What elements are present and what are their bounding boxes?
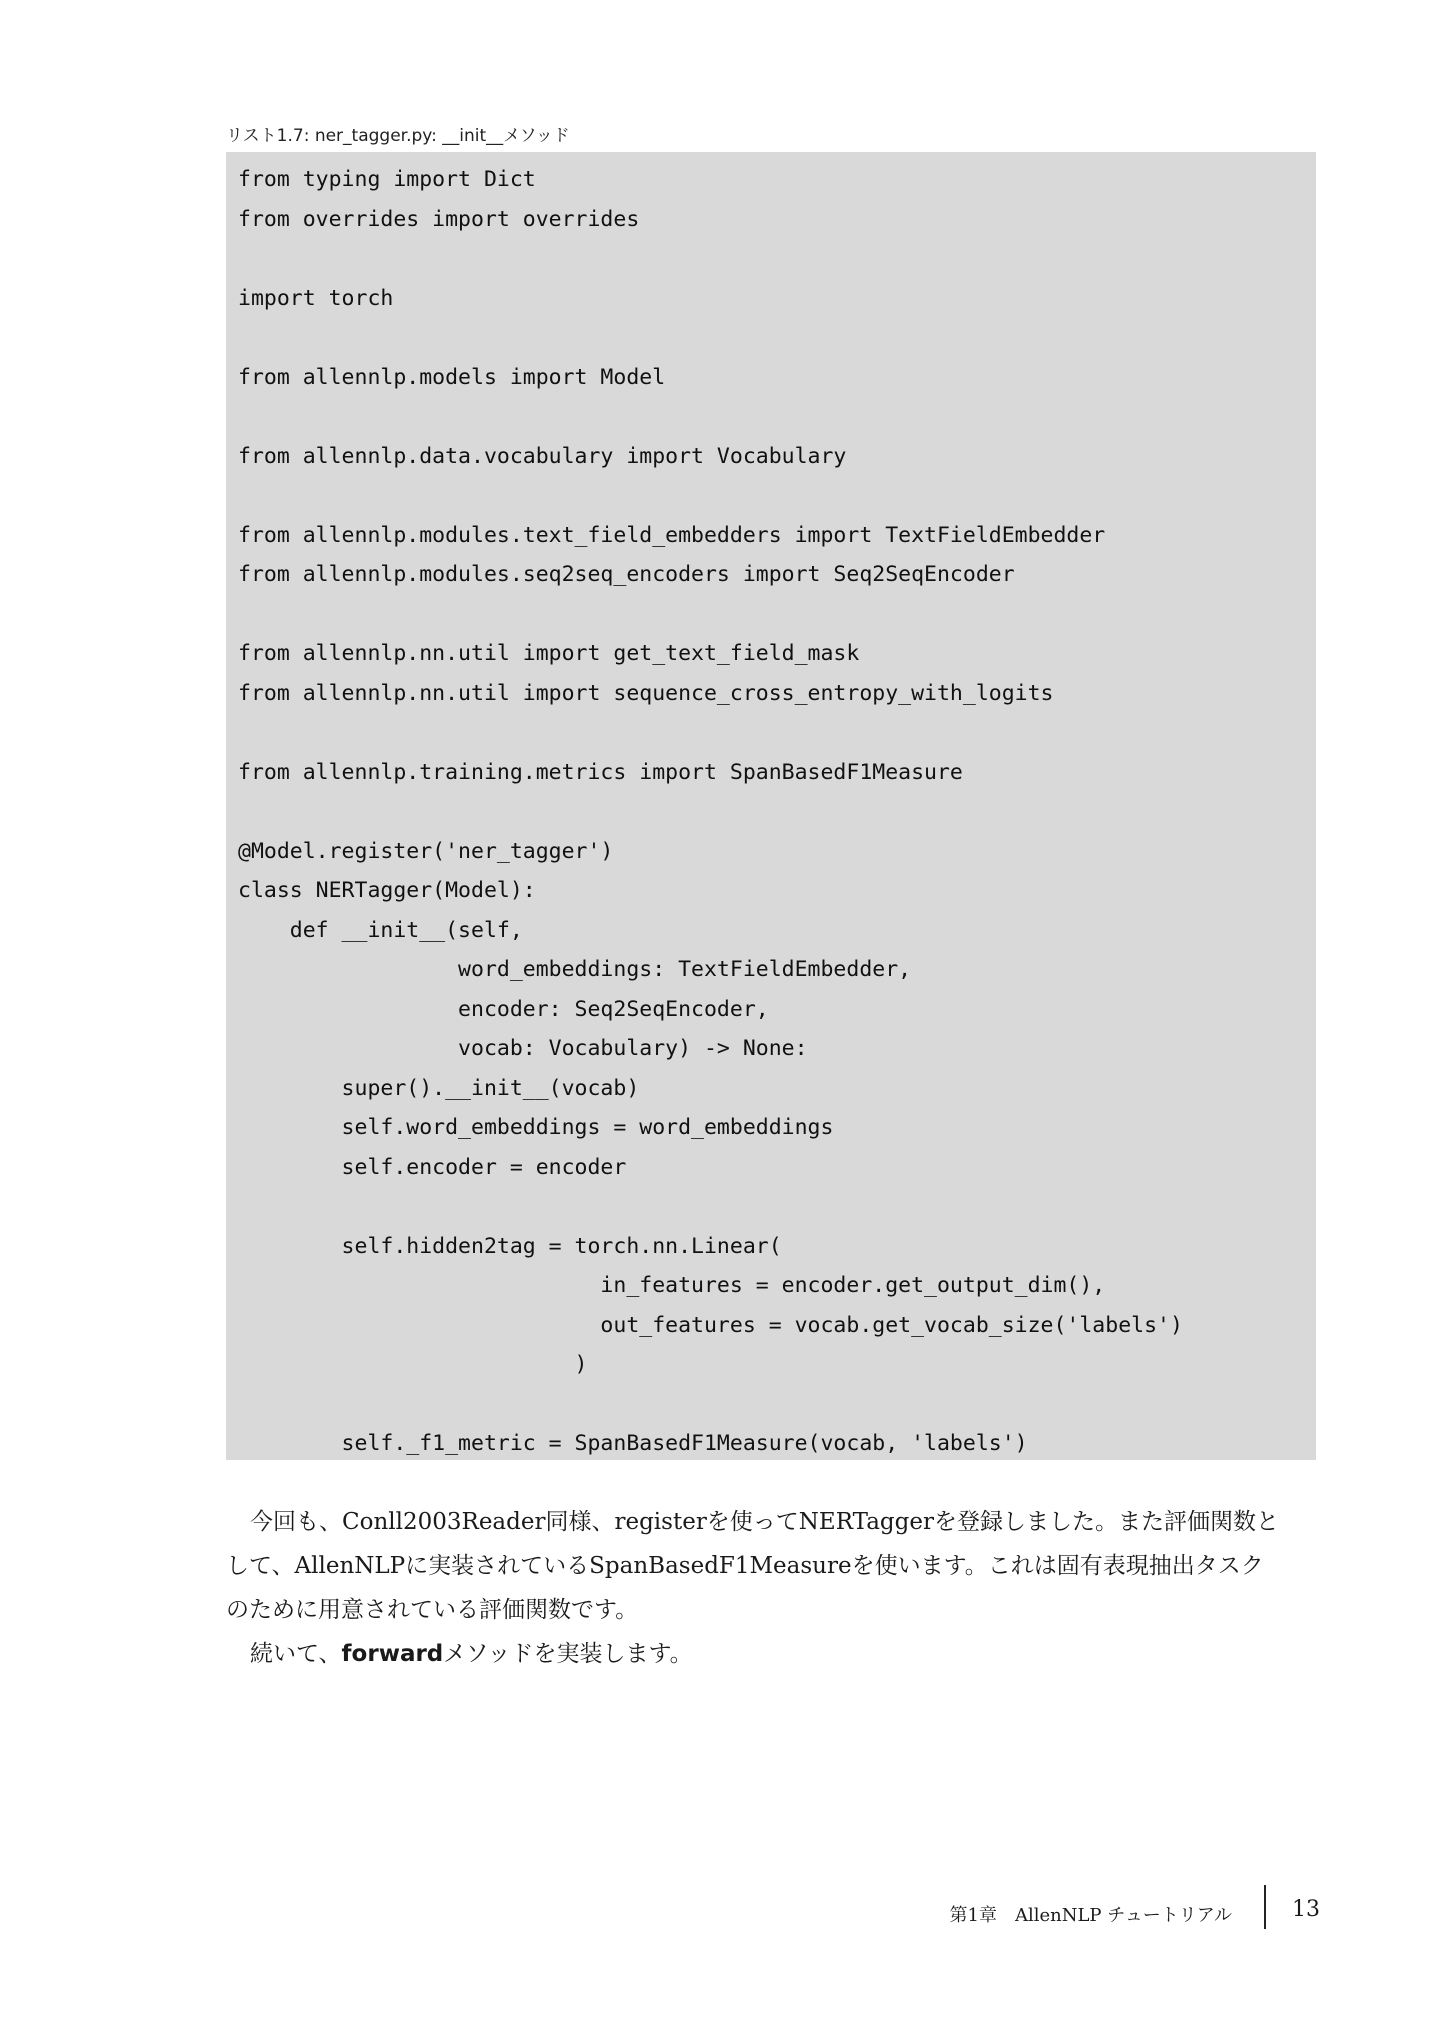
footer-divider	[1264, 1885, 1266, 1929]
paragraph-text: 続いて、	[250, 1641, 342, 1667]
code-line: import torch	[238, 285, 394, 311]
page-number: 13	[1292, 1897, 1320, 1922]
paragraph	[226, 1632, 1318, 1676]
paragraph-line: のために用意されている評価関数です。	[226, 1597, 639, 1623]
code-line: def __init__(self,	[238, 917, 523, 943]
page-footer	[900, 1885, 1320, 1935]
code-line: class NERTagger(Model):	[238, 878, 536, 903]
code-line: in_features = encoder.get_output_dim(),	[238, 1273, 1106, 1298]
code-line: encoder: Seq2SeqEncoder,	[238, 996, 769, 1022]
code-line: self._f1_metric = SpanBasedF1Measure(vocab, 'labels')	[238, 1431, 1028, 1456]
code-line	[238, 1385, 1316, 1425]
code-line: self.hidden2tag = torch.nn.Linear(	[238, 1233, 782, 1259]
code-line: from typing import Dict	[238, 167, 536, 192]
code-line: from allennlp.modules.seq2seq_encoders import Seq2SeqEncoder	[238, 562, 1015, 587]
code-line	[238, 1187, 1316, 1227]
code-line: self.encoder = encoder	[238, 1154, 627, 1180]
code-line: from overrides import overrides	[238, 206, 640, 232]
code-line: @Model.register('ner_tagger')	[238, 838, 614, 864]
code-line: from allennlp.models import Model	[238, 364, 666, 390]
code-line	[238, 476, 1316, 516]
code-line	[238, 713, 1316, 753]
code-line: from allennlp.nn.util import sequence_cross_entropy_with_logits	[238, 680, 1054, 706]
paragraph	[226, 1500, 1318, 1632]
code-line	[238, 792, 1316, 832]
body-text	[226, 1500, 1318, 1676]
inline-code-keyword: forward	[341, 1641, 444, 1667]
listing-caption: リスト1.7: ner_tagger.py: __init__メソッド	[226, 126, 570, 146]
code-line	[238, 595, 1316, 635]
code-line: vocab: Vocabulary) -> None:	[238, 1036, 808, 1061]
paragraph-line: 今回も、Conll2003Reader同様、registerを使ってNERTaggerを登録しました。また評価関数と	[250, 1509, 1279, 1535]
code-line: from allennlp.training.metrics import SpanBasedF1Measure	[238, 759, 963, 785]
code-line: super().__init__(vocab)	[238, 1075, 640, 1101]
code-line: )	[238, 1352, 588, 1377]
code-line: from allennlp.modules.text_field_embedders import TextFieldEmbedder	[238, 522, 1106, 548]
paragraph-line: して、AllenNLPに実装されているSpanBasedF1Measureを使います。これは固有表現抽出タスク	[226, 1553, 1264, 1579]
code-line: from allennlp.nn.util import get_text_field_mask	[238, 641, 860, 666]
code-line: self.word_embeddings = word_embeddings	[238, 1115, 834, 1140]
code-line	[238, 239, 1316, 279]
code-line	[238, 318, 1316, 358]
paragraph-text: メソッドを実装します。	[443, 1641, 693, 1667]
code-line: from allennlp.data.vocabulary import Vocabulary	[238, 443, 847, 469]
code-line	[238, 397, 1316, 437]
code-listing	[226, 152, 1316, 1460]
code-line: out_features = vocab.get_vocab_size('labels')	[238, 1312, 1183, 1338]
chapter-title: 第1章 AllenNLP チュートリアル	[949, 1905, 1232, 1926]
code-line: word_embeddings: TextFieldEmbedder,	[238, 957, 912, 982]
